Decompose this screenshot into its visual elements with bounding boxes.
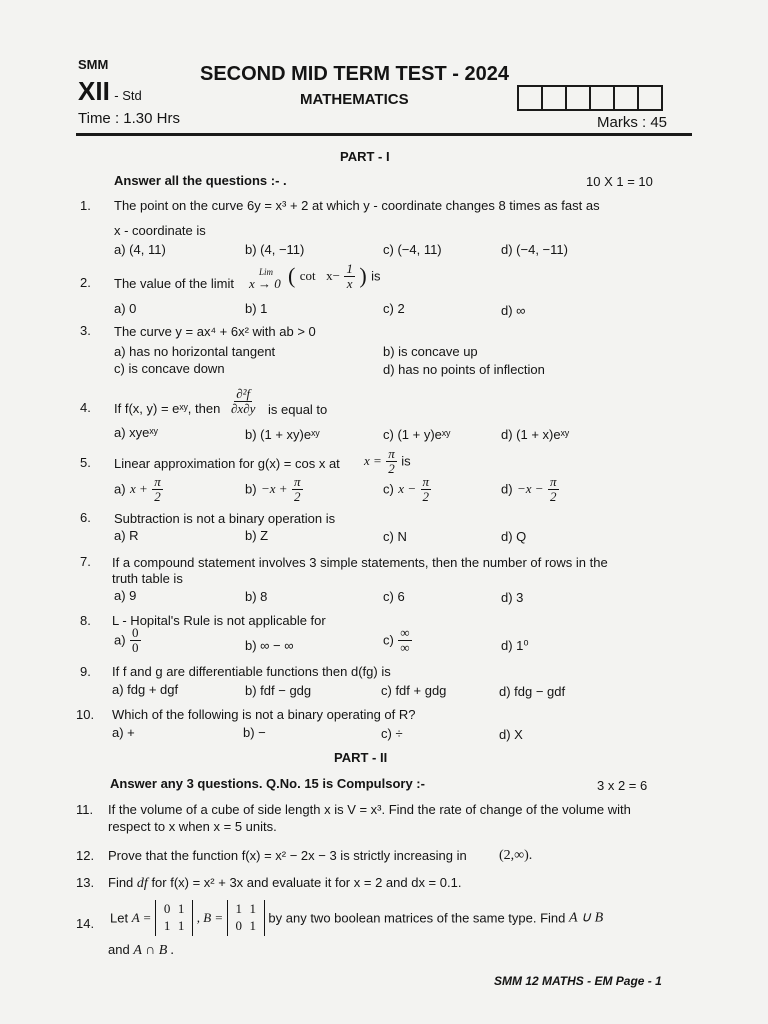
q5-a-num: π	[154, 474, 161, 489]
q6-option-b: b) Z	[245, 528, 269, 543]
q10-option-a: a) +	[112, 725, 135, 740]
q7-option-b: b) 8	[245, 589, 268, 604]
q2-fraction	[344, 262, 355, 290]
q13-line	[108, 875, 461, 892]
q7-option-a: a) 9	[114, 588, 137, 603]
q5-frac-den: 2	[388, 460, 395, 476]
q1-option-a: a) (4, 11)	[114, 242, 166, 257]
q7-option-c: c) 6	[383, 589, 405, 604]
q3-text: The curve y = ax⁴ + 6x² with ab > 0	[114, 324, 316, 339]
q2-cot: cot	[299, 268, 316, 284]
q14-matrix-b-row2	[232, 918, 260, 935]
q5-c-expr: x −	[398, 481, 417, 497]
q8-c-den: ∞	[400, 639, 410, 655]
q1-option-b: b) (4, −11)	[245, 242, 305, 257]
q2-expression	[288, 262, 381, 290]
q5-option-d	[501, 475, 559, 503]
part1-scheme: 10 X 1 = 10	[586, 174, 653, 189]
header-rule	[76, 133, 692, 136]
q14-matrix-b-row1	[232, 901, 260, 918]
time-label: Time : 1.30 Hrs	[78, 110, 180, 127]
q5-a-label: a)	[114, 481, 126, 497]
q8-c-frac	[398, 626, 411, 654]
q2-lim-word: Lim	[259, 267, 274, 277]
q4-derivative	[231, 387, 255, 415]
q6-number: 6.	[80, 510, 91, 525]
q14-matrix-a-row1	[160, 901, 188, 918]
q6-text: Subtraction is not a binary operation is	[114, 511, 336, 526]
q5-c-frac	[421, 475, 432, 503]
q10-option-b: b) −	[243, 725, 266, 740]
q9-number: 9.	[80, 664, 91, 679]
q5-c-num: π	[422, 474, 430, 489]
std-suffix: - Std	[114, 88, 142, 103]
q5-b-num: π	[294, 474, 301, 489]
q14-union: A ∪ B	[569, 910, 604, 926]
q2-text: The value of the limit	[114, 276, 234, 291]
q10-number: 10.	[76, 707, 95, 722]
q10-option-d: d) X	[499, 727, 523, 742]
q8-a-num: 0	[132, 625, 139, 640]
q5-d-expr: −x −	[517, 481, 544, 497]
q5-d-frac	[548, 475, 559, 503]
q11-text2: respect to x when x = 5 units.	[108, 819, 277, 834]
q6-option-d: d) Q	[501, 529, 527, 544]
q3-option-c: c) is concave down	[114, 361, 225, 376]
q8-c-label: c)	[383, 632, 394, 648]
q5-eq: x =	[364, 453, 382, 469]
q14-intersection: A ∩ B .	[133, 943, 175, 958]
q12-number: 12.	[76, 848, 95, 863]
matrix-cell: 1	[163, 917, 171, 933]
q1-number: 1.	[80, 198, 91, 213]
q9-option-d: d) fdg − gdf	[499, 684, 566, 699]
q9-option-c: c) fdf + gdg	[381, 683, 447, 698]
q13-find: Find	[108, 875, 134, 890]
q14-matrix-a-row2	[160, 918, 188, 935]
q14-let: Let	[110, 910, 129, 926]
q14-matrix-b	[227, 900, 265, 936]
part2-scheme: 3 x 2 = 6	[597, 778, 648, 793]
q8-option-b: b) ∞ − ∞	[245, 638, 294, 653]
q5-b-expr: −x +	[261, 481, 288, 497]
q5-frac-num: π	[388, 446, 395, 461]
q3-option-a: a) has no horizontal tangent	[114, 344, 276, 359]
q4-option-d: d) (1 + x)eˣʸ	[501, 427, 570, 442]
q4-fraction	[231, 387, 255, 415]
q5-point	[364, 447, 411, 475]
q4-option-a: a) xyeˣʸ	[114, 425, 158, 440]
q8-c-num: ∞	[400, 625, 410, 640]
q11-text: If the volume of a cube of side length x is V = x³. Find the rate of change of the volume with	[108, 802, 631, 817]
q2-lparen: (	[288, 263, 296, 289]
matrix-cell: 1	[177, 917, 185, 933]
q2-lim-sub: x → 0	[249, 276, 281, 291]
q10-text: Which of the following is not a binary operating of R?	[112, 707, 416, 722]
q9-option-a: a) fdg + dgf	[112, 682, 179, 697]
q6-option-c: c) N	[383, 529, 407, 544]
q2-rparen: )	[359, 263, 367, 289]
matrix-cell: 1	[249, 901, 257, 916]
q14-line	[110, 900, 603, 936]
part2-heading: PART - II	[334, 750, 388, 765]
exam-title: SECOND MID TERM TEST - 2024	[200, 63, 509, 85]
q8-a-den: 0	[132, 639, 139, 655]
q8-number: 8.	[80, 613, 91, 628]
q14-line2	[108, 942, 174, 959]
q4-option-c: c) (1 + y)eˣʸ	[383, 427, 451, 442]
q2-limit	[249, 268, 281, 290]
matrix-cell: 1	[235, 901, 243, 916]
q14-number: 14.	[76, 916, 95, 931]
q5-b-label: b)	[245, 481, 257, 497]
q5-c-den: 2	[422, 488, 430, 504]
q8-a-label: a)	[114, 632, 126, 648]
q2-option-d: d) ∞	[501, 303, 526, 318]
q2-number-label: 2.	[80, 275, 91, 290]
q5-c-label: c)	[383, 481, 394, 497]
q5-d-den: 2	[550, 488, 557, 504]
q5-b-frac	[292, 475, 303, 503]
q4-is-equal: is equal to	[268, 402, 328, 417]
q5-number: 5.	[80, 455, 91, 470]
q8-option-c	[383, 626, 412, 654]
q14-and: and	[108, 942, 130, 957]
matrix-cell: 1	[177, 901, 185, 916]
q5-a-frac	[152, 475, 163, 503]
q2-option-b: b) 1	[245, 301, 268, 316]
page-footer: SMM 12 MATHS - EM Page - 1	[494, 974, 662, 988]
q5-d-num: π	[550, 474, 557, 489]
part1-instruction: Answer all the questions :- .	[114, 173, 287, 188]
q7-option-d: d) 3	[501, 590, 524, 605]
register-number-boxes	[517, 85, 663, 111]
q1-text: The point on the curve 6y = x³ + 2 at which y - coordinate changes 8 times as fast as	[114, 198, 600, 213]
part1-heading: PART - I	[340, 149, 390, 164]
part2-instruction: Answer any 3 questions. Q.No. 15 is Compulsory :-	[110, 776, 425, 791]
q4-text: If f(x, y) = eˣʸ, then	[114, 401, 221, 416]
matrix-cell: 1	[249, 917, 257, 933]
q1-option-c: c) (−4, 11)	[383, 242, 442, 257]
subject: MATHEMATICS	[300, 91, 409, 108]
q7-text2: truth table is	[112, 571, 183, 586]
q8-text: L - Hopital's Rule is not applicable for	[112, 613, 326, 628]
q5-b-den: 2	[294, 488, 301, 504]
q5-frac	[386, 447, 397, 475]
matrix-cell: 0	[163, 901, 171, 916]
std-main: XII	[78, 76, 110, 106]
q3-option-d: d) has no points of inflection	[383, 362, 545, 377]
q11-number: 11.	[76, 802, 94, 817]
q13-df: df	[136, 876, 148, 891]
q8-a-frac	[130, 626, 141, 654]
q2-option-a: a) 0	[114, 301, 137, 316]
q3-number: 3.	[80, 323, 91, 338]
q9-text: If f and g are differentiable functions then d(fg) is	[112, 664, 391, 679]
std-label	[78, 76, 142, 107]
q14-matrix-a	[155, 900, 193, 936]
q14-a-label: A =	[131, 909, 152, 925]
q2-frac-num: 1	[346, 261, 353, 276]
q7-text: If a compound statement involves 3 simple statements, then the number of rows in the	[112, 555, 608, 570]
q8-option-d: d) 1⁰	[501, 638, 529, 653]
q6-option-a: a) R	[114, 528, 139, 543]
q3-option-b: b) is concave up	[383, 344, 478, 359]
q8-option-a	[114, 626, 141, 654]
q2-x: x−	[326, 268, 340, 284]
q4-number: 4.	[80, 400, 91, 415]
q5-a-den: 2	[154, 488, 161, 504]
school-code: SMM	[78, 57, 109, 72]
marks-label: Marks : 45	[597, 114, 668, 131]
q5-text: Linear approximation for g(x) = cos x at	[114, 456, 340, 471]
q2-frac-den: x	[346, 275, 353, 291]
q5-a-expr: x +	[130, 481, 148, 497]
q2-is: is	[371, 268, 381, 284]
q1-text2: x - coordinate is	[114, 223, 206, 238]
q7-number: 7.	[80, 554, 91, 569]
q14-b-label: , B =	[196, 909, 224, 925]
q13-text: for f(x) = x² + 3x and evaluate it for x = 2 and dx = 0.1.	[151, 875, 462, 890]
q5-is: is	[401, 453, 411, 469]
matrix-cell: 0	[235, 917, 243, 933]
q10-option-c: c) ÷	[381, 726, 403, 741]
q12-text: Prove that the function f(x) = x² − 2x − 3 is strictly increasing in	[108, 848, 467, 863]
q12-interval: (2,∞).	[499, 848, 533, 863]
q5-option-c	[383, 475, 431, 503]
q14-text: by any two boolean matrices of the same type. Find	[268, 910, 566, 926]
q1-option-d: d) (−4, −11)	[501, 242, 568, 257]
q5-option-a	[114, 475, 163, 503]
q4-option-b: b) (1 + xy)eˣʸ	[245, 427, 320, 442]
q9-option-b: b) fdf − gdg	[245, 683, 312, 698]
q4-frac-den: ∂x∂y	[231, 400, 256, 416]
q2-option-c: c) 2	[383, 301, 405, 316]
q5-d-label: d)	[501, 481, 513, 497]
q5-option-b	[245, 475, 303, 503]
q13-number: 13.	[76, 875, 95, 890]
q4-frac-num: ∂²f	[236, 386, 251, 401]
